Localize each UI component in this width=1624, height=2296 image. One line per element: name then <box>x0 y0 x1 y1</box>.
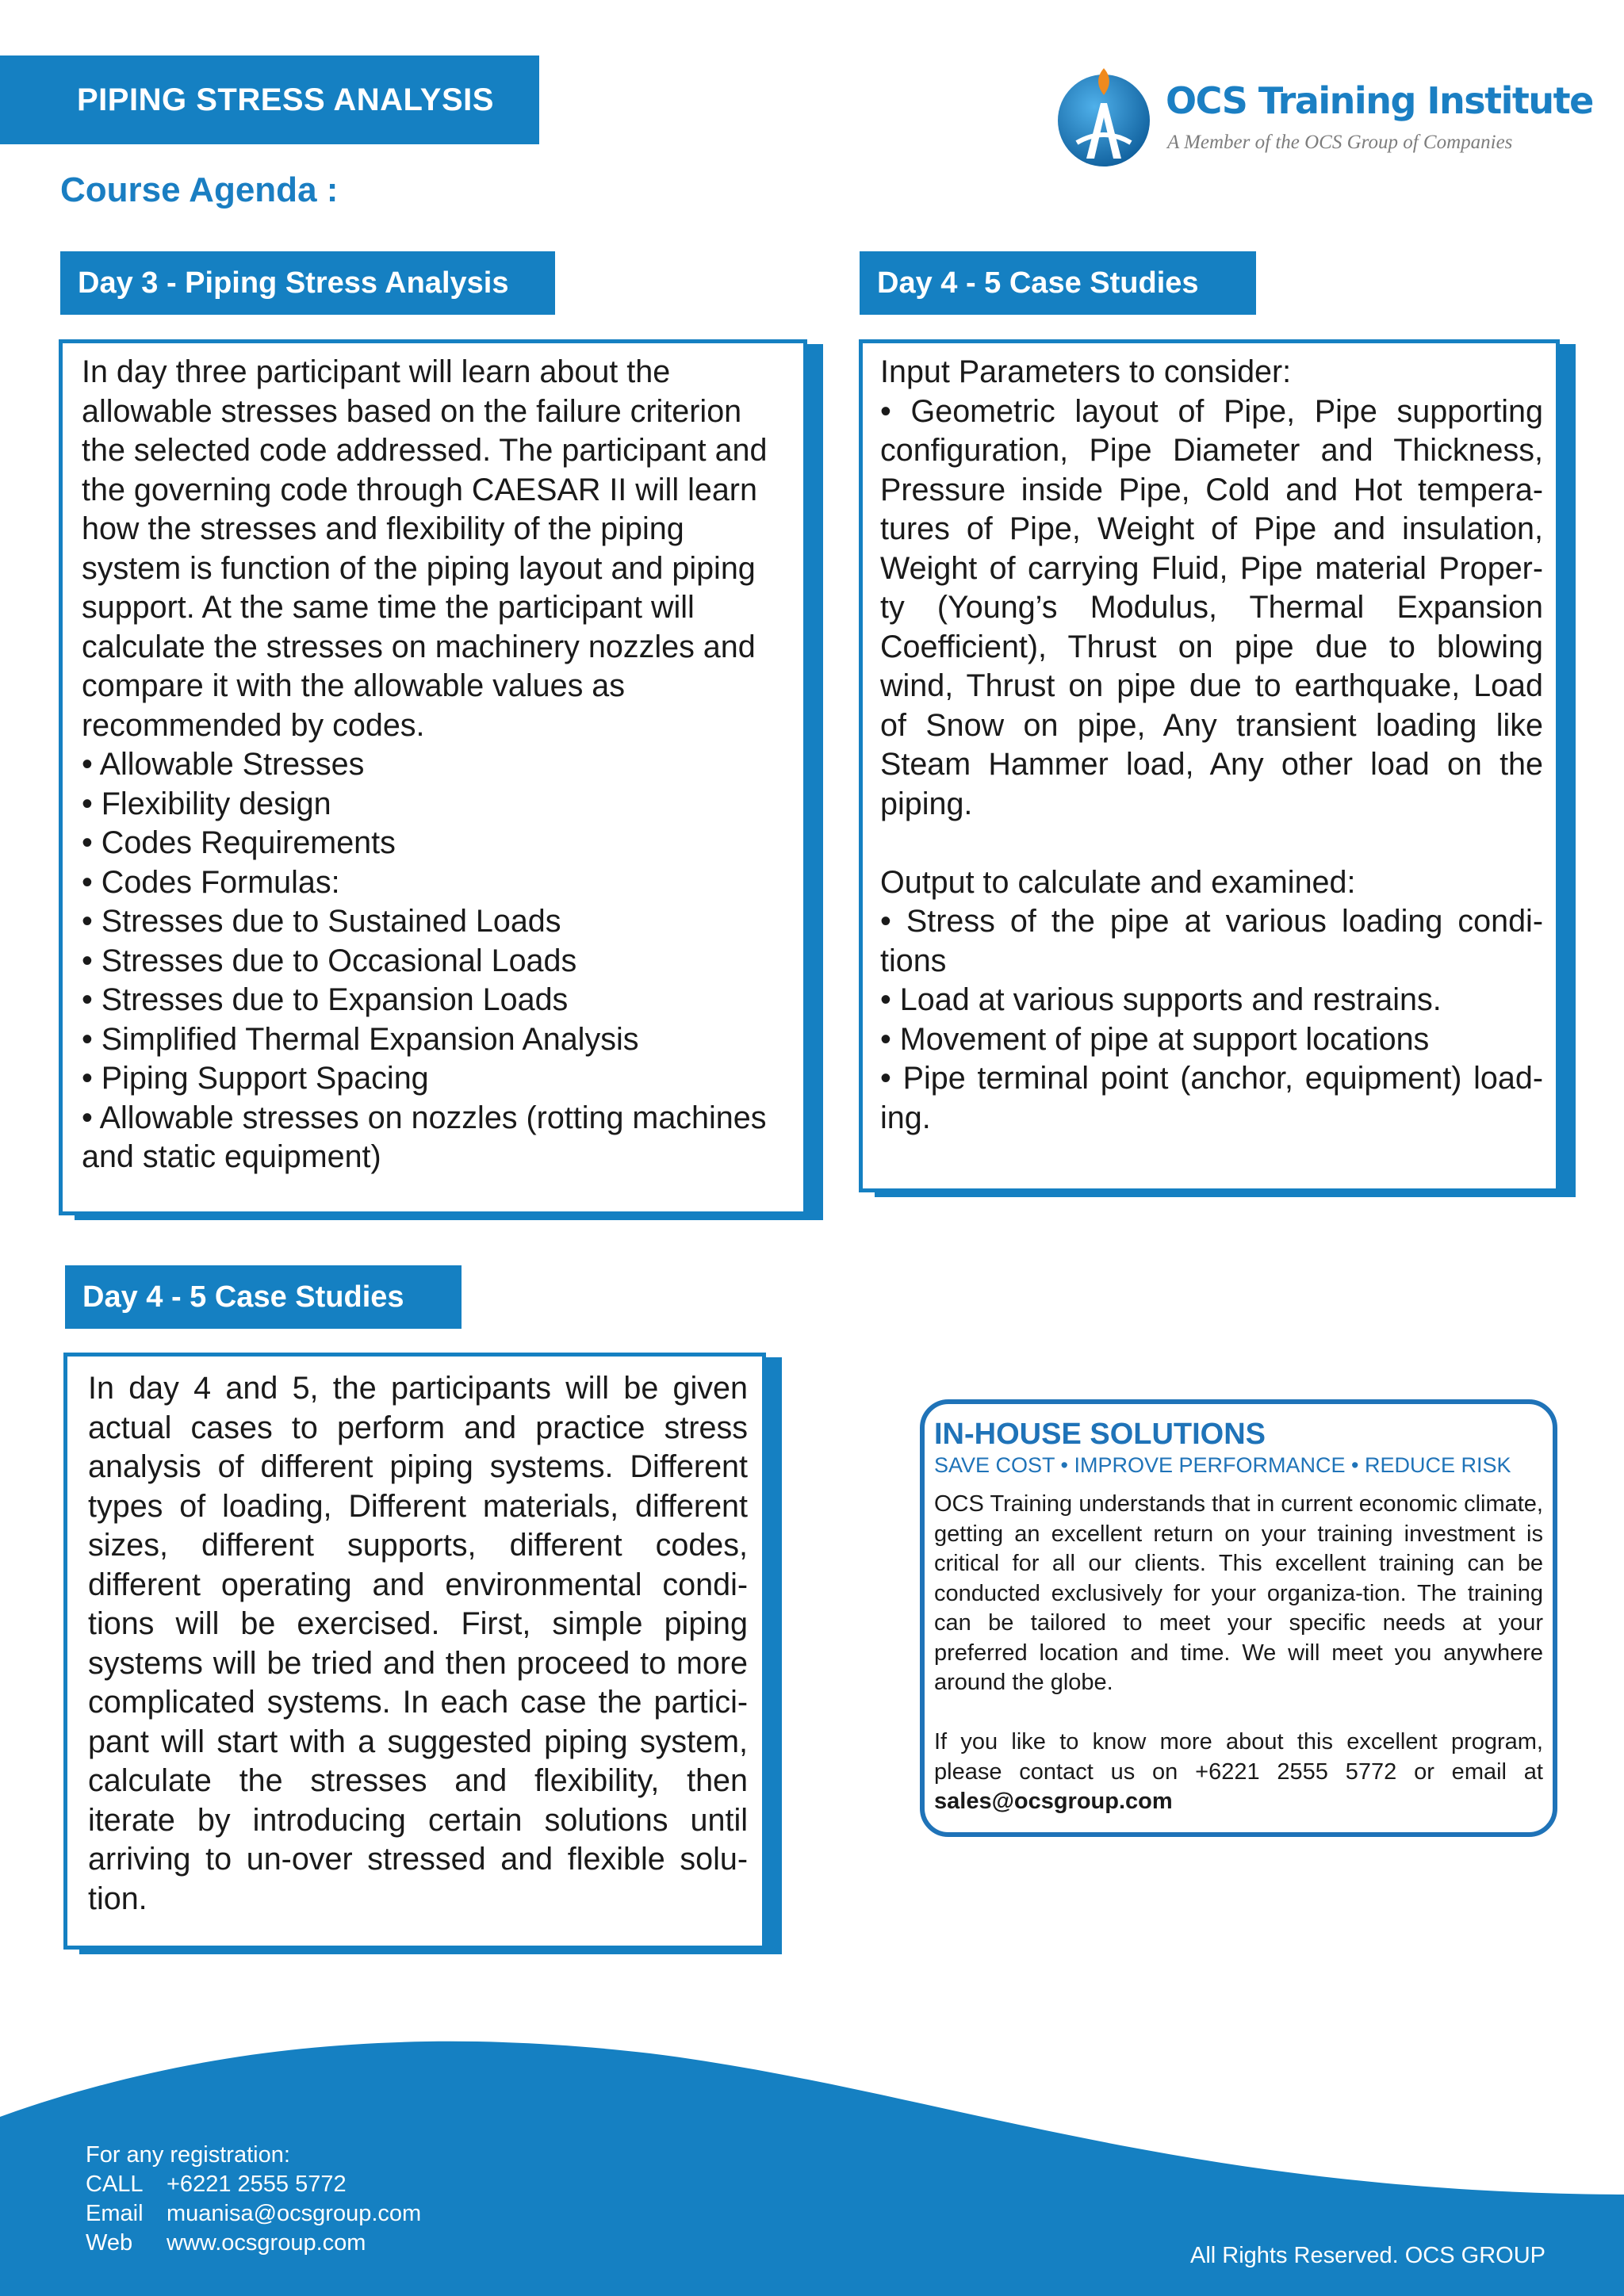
inhouse-subtitle: SAVE COST • IMPROVE PERFORMANCE • REDUCE RISK <box>934 1453 1511 1477</box>
call-label: CALL <box>86 2172 144 2197</box>
day3-intro: In day three participant will learn about the allowable stresses based on the failure criterion the selected code addressed. The participant and the governing code through CAESAR II will learn how the stresses and flexibility of the piping system is function of the piping layout and piping support. At the same time the participant will calculate the stresses on machinery nozzles and compare it with the allowable values as recommended by codes. <box>82 354 768 743</box>
agenda-title: Course Agenda : <box>60 170 339 209</box>
sales-email-link[interactable]: sales@ocsgroup.com <box>934 1789 1173 1814</box>
day3-tab-label: Day 3 - Piping Stress Analysis <box>78 266 509 300</box>
day3-tab <box>60 251 555 315</box>
course-title: PIPING STRESS ANALYSIS <box>77 82 494 117</box>
day3-bullet: • Codes Requirements <box>82 825 396 860</box>
day3-bullet: • Piping Support Spacing <box>82 1061 429 1096</box>
logo-title: OCS Training Institute <box>1166 79 1593 122</box>
day45-bottom-panel <box>63 1353 766 1950</box>
footer-contact <box>86 2141 421 2258</box>
day3-bullet: • Simplified Thermal Expansion Analysis <box>82 1021 639 1057</box>
input-parameters-heading: Input Parameters to consider: <box>880 354 1292 389</box>
day3-bullet: • Stresses due to Expansion Loads <box>82 982 569 1017</box>
inhouse-contact-paragraph <box>934 1728 1543 1817</box>
day3-bullet: • Stresses due to Occasional Loads <box>82 943 577 978</box>
course-title-banner <box>0 55 539 144</box>
inhouse-paragraph: OCS Training understands that in current economic climate, getting an excellent return on your training investment is critical for all our clients. This excellent training can be conducted exclusively for your organiza-tion. The training can be tailored to meet your specific needs at your preferred location and time. We will meet you anywhere around the globe. <box>934 1491 1543 1695</box>
day3-bullet: • Flexibility design <box>82 786 331 821</box>
ocs-logo-icon <box>1055 63 1158 174</box>
day45-bottom-tab-label: Day 4 - 5 Case Studies <box>82 1280 404 1314</box>
email-label: Email <box>86 2201 144 2226</box>
day3-bullet: • Stresses due to Sustained Loads <box>82 904 561 939</box>
inhouse-solutions-box <box>920 1399 1557 1837</box>
output-bullet: • Stress of the pipe at various loading condi-tions <box>880 904 1543 978</box>
input-parameters-text: • Geometric layout of Pipe, Pipe supporting configuration, Pipe Diameter and Thickness, Pressure inside Pipe, Cold and Hot tempera-tures of Pipe, Weight of Pipe and insulation, Weight of carrying Fluid, Pipe material Proper-ty (Young’s Modulus, Thermal Expansion Coefficient), Thrust on pipe due to blowing wind, Thrust on pipe due to earthquake, Load of Snow on pipe, Any transient loading like Steam Hammer load, Any other load on the piping. <box>880 393 1543 821</box>
inhouse-title: IN-HOUSE SOLUTIONS <box>934 1418 1266 1451</box>
day3-panel <box>59 339 807 1215</box>
website-link[interactable]: www.ocsgroup.com <box>167 2230 366 2256</box>
day45-top-panel <box>859 339 1560 1192</box>
output-bullet: • Movement of pipe at support locations <box>880 1021 1430 1057</box>
case-studies-text: In day 4 and 5, the participants will be given actual cases to perform and practice stress analysis of different piping systems. Different types of loading, Different materials, different sizes, different supports, different codes, different operating and environmental condi-tions will be exercised. First, simple piping systems will be tried and then proceed to more complicated systems. In each case the partici-pant will start with a suggested piping system, calculate the stresses and flexibility, then iterate by introducing certain solutions until arriving to un-over stressed and flexible solu-tion. <box>88 1371 748 1916</box>
day3-bullet: • Allowable Stresses <box>82 747 365 782</box>
output-heading: Output to calculate and examined: <box>880 864 1356 900</box>
copyright-text: All Rights Reserved. OCS GROUP <box>1189 2243 1545 2268</box>
web-label: Web <box>86 2230 133 2256</box>
ocs-logo <box>1055 63 1593 174</box>
day45-top-tab <box>860 251 1256 315</box>
day45-bottom-tab <box>65 1265 462 1329</box>
output-bullet: • Pipe terminal point (anchor, equipment) load-ing. <box>880 1061 1543 1135</box>
footer-email-link[interactable]: muanisa@ocsgroup.com <box>167 2201 422 2226</box>
registration-label: For any registration: <box>86 2142 290 2168</box>
output-bullet: • Load at various supports and restrains. <box>880 982 1442 1017</box>
logo-subtitle: A Member of the OCS Group of Companies <box>1167 132 1513 153</box>
inhouse-contact-text: If you like to know more about this excellent program, please contact us on +6221 2555 5772 or email at <box>934 1729 1543 1785</box>
day3-bullet: • Codes Formulas: <box>82 864 340 900</box>
call-number[interactable]: +6221 2555 5772 <box>167 2172 347 2197</box>
day3-bullet: • Allowable stresses on nozzles (rotting machines and static equipment) <box>82 1100 767 1174</box>
day45-top-tab-label: Day 4 - 5 Case Studies <box>877 266 1199 300</box>
